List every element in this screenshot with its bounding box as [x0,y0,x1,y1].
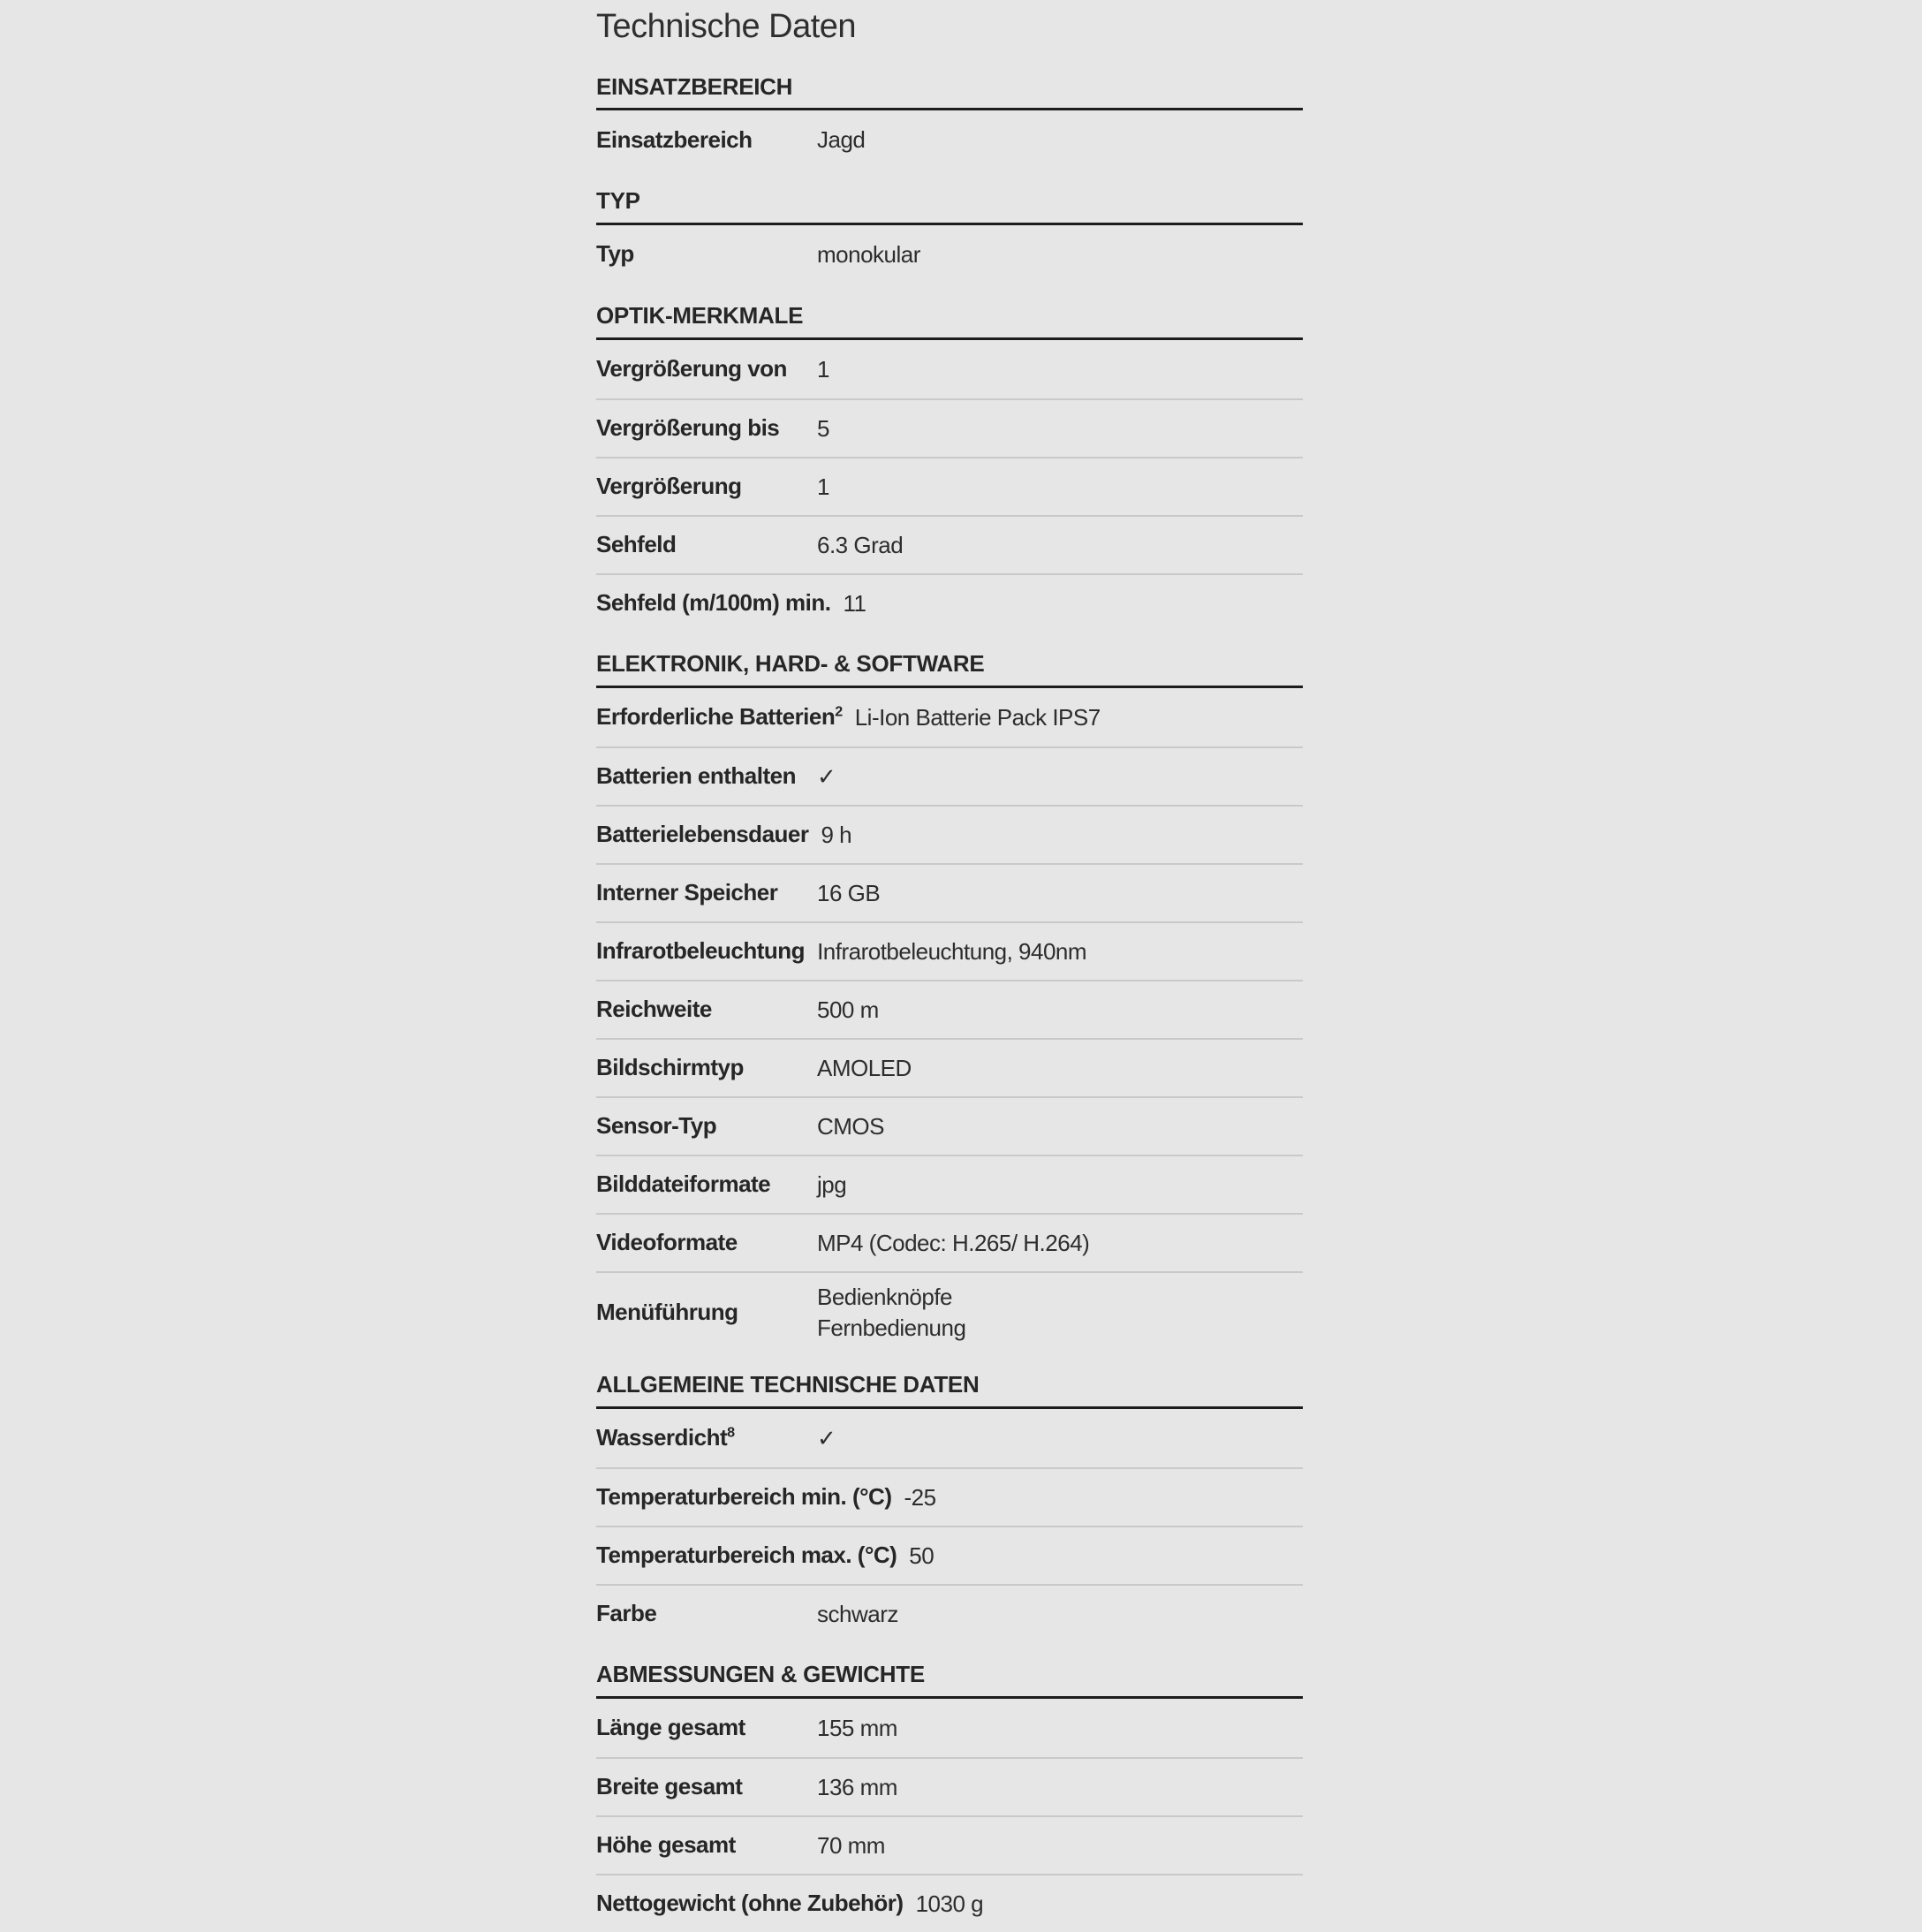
spec-value: 11 [843,589,866,617]
spec-row [596,225,1303,284]
spec-row [596,1526,1303,1584]
spec-value: 1030 g [915,1890,984,1917]
spec-label: Länge gesamt [596,1714,745,1741]
spec-row [596,1874,1303,1932]
spec-label: Vergrößerung bis [596,414,780,442]
spec-row [596,1271,1303,1352]
spec-row [596,1038,1303,1096]
checkmark-icon: ✓ [817,1424,836,1451]
spec-label: Vergrößerung [596,473,742,500]
spec-value: 5 [817,414,829,442]
spec-row [596,515,1303,573]
spec-value: Li-Ion Batterie Pack IPS7 [854,703,1101,731]
spec-label: Sehfeld (m/100m) min. [596,589,831,617]
spec-row [596,573,1303,632]
section-header: EINSATZBEREICH [596,74,1303,111]
spec-label: Sensor-Typ [596,1112,717,1140]
spec-value: 16 GB [817,879,881,906]
spec-section [596,1662,1303,1932]
spec-label: Einsatzbereich [596,125,753,153]
spec-label: Videoformate [596,1229,738,1256]
spec-value: 9 h [821,821,852,848]
spec-label: Vergrößerung von [596,355,787,383]
spec-value: monokular [817,240,920,268]
spec-row [596,688,1303,746]
spec-label: Reichweite [596,996,712,1023]
spec-label: Sehfeld [596,531,677,558]
spec-label: Bilddateiformate [596,1171,771,1198]
spec-row [596,457,1303,515]
section-header: ELEKTRONIK, HARD- & SOFTWARE [596,651,1303,688]
spec-value: 500 m [817,996,879,1023]
section-header: ABMESSUNGEN & GEWICHTE [596,1662,1303,1699]
spec-value: Bedienknöpfe Fernbedienung [817,1284,966,1342]
spec-row [596,1815,1303,1874]
spec-value: MP4 (Codec: H.265/ H.264) [817,1229,1090,1256]
spec-label: Batterielebensdauer [596,821,809,848]
spec-value: AMOLED [817,1054,912,1081]
spec-value: Jagd [817,125,866,153]
spec-value: 1 [817,355,829,383]
spec-label: Temperaturbereich min. (°C) [596,1483,892,1511]
footnote-marker: 2 [835,703,843,720]
spec-row [596,980,1303,1038]
spec-label: Menüführung [596,1299,738,1326]
spec-row [596,1467,1303,1526]
spec-table [596,74,1303,1932]
technical-data-page [596,7,1303,1932]
spec-row [596,1409,1303,1467]
spec-section [596,651,1303,1352]
spec-value: 155 mm [817,1714,897,1741]
spec-value: 1 [817,473,829,500]
spec-section [596,303,1303,632]
spec-row [596,746,1303,805]
spec-label: Nettogewicht (ohne Zubehör) [596,1890,904,1917]
spec-row [596,1584,1303,1642]
spec-section [596,1372,1303,1642]
spec-value: 50 [909,1542,935,1569]
footnote-marker: 8 [727,1424,735,1441]
spec-value: -25 [904,1483,936,1511]
spec-label: Bildschirmtyp [596,1054,744,1081]
spec-value: 136 mm [817,1773,897,1800]
spec-label: Infrarotbeleuchtung [596,937,806,965]
spec-section [596,188,1303,284]
spec-label: Breite gesamt [596,1773,743,1800]
section-header: OPTIK-MERKMALE [596,303,1303,340]
spec-label: Wasserdicht$^8$ [596,1424,735,1451]
spec-label: Batterien enthalten [596,762,796,790]
spec-row [596,863,1303,921]
spec-section [596,74,1303,170]
spec-row [596,1096,1303,1155]
spec-value: schwarz [817,1600,898,1627]
spec-label: Temperaturbereich max. (°C) [596,1542,897,1569]
section-header: ALLGEMEINE TECHNISCHE DATEN [596,1372,1303,1409]
spec-label: Höhe gesamt [596,1831,736,1859]
spec-row [596,805,1303,863]
spec-row [596,1757,1303,1815]
section-header: TYP [596,188,1303,225]
spec-label: Erforderliche Batterien$^2$ [596,703,843,731]
spec-value: jpg [817,1171,847,1198]
spec-row [596,340,1303,398]
spec-value: 6.3 Grad [817,531,904,558]
spec-row [596,398,1303,457]
checkmark-icon: ✓ [817,762,836,790]
spec-label: Farbe [596,1600,657,1627]
spec-label: Interner Speicher [596,879,778,906]
spec-value: 70 mm [817,1831,885,1859]
spec-row [596,110,1303,169]
spec-row [596,1213,1303,1271]
spec-value: Infrarotbeleuchtung, 940nm [817,937,1087,965]
spec-row [596,1699,1303,1757]
spec-value: CMOS [817,1112,884,1140]
spec-label: Typ [596,240,634,268]
page-title: Technische Daten [596,8,857,45]
spec-row [596,921,1303,980]
spec-row [596,1155,1303,1213]
